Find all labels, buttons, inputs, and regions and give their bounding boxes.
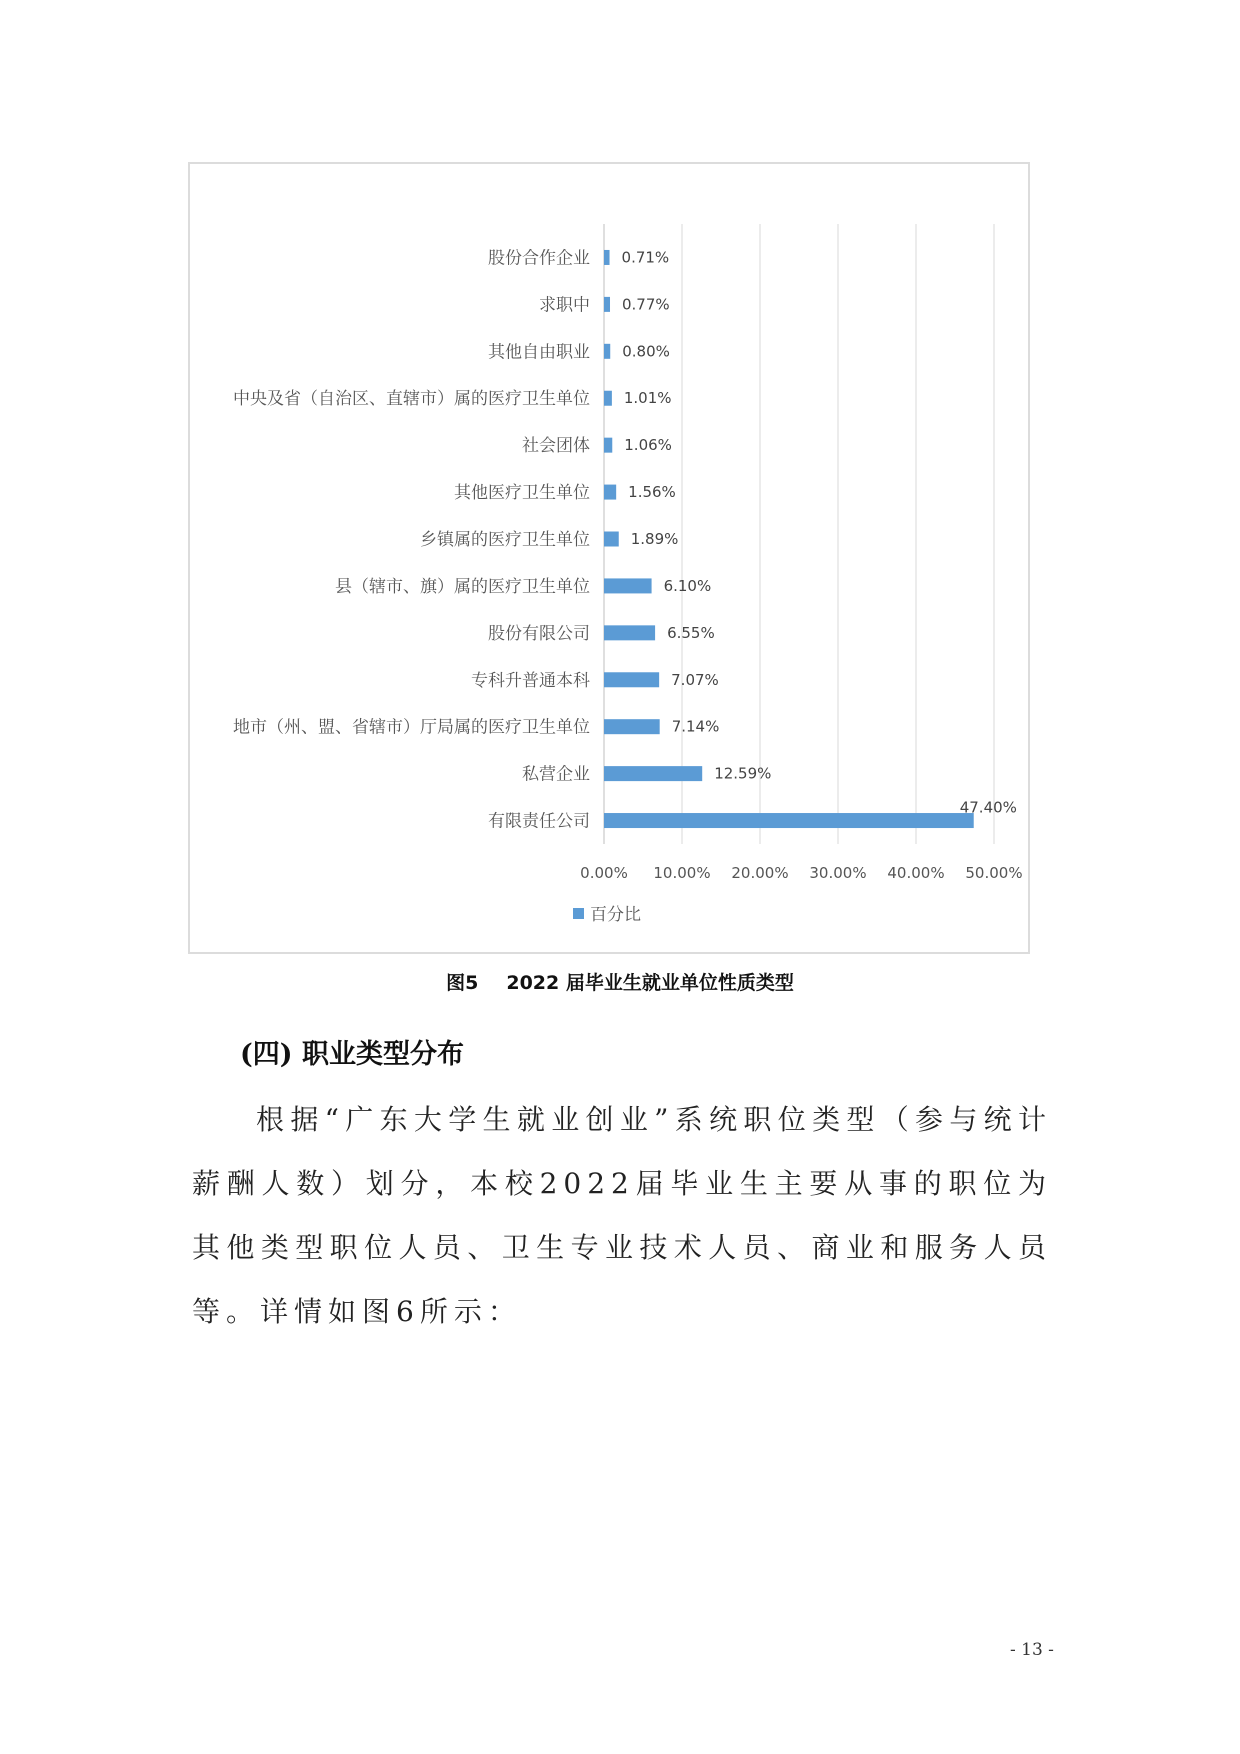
data-label: 1.06% <box>624 436 672 455</box>
category-label: 有限责任公司 <box>488 811 590 832</box>
x-tick-label: 0.00% <box>580 864 628 882</box>
x-tick-label: 40.00% <box>887 864 945 882</box>
category-label: 其他自由职业 <box>488 342 590 363</box>
data-label: 0.77% <box>622 295 670 314</box>
category-label: 社会团体 <box>522 436 590 457</box>
x-tick-label: 20.00% <box>731 864 789 882</box>
bar <box>604 250 610 265</box>
category-label: 股份合作企业 <box>488 248 590 269</box>
category-label: 中央及省（自治区、直辖市）属的医疗卫生单位 <box>233 389 590 410</box>
bar <box>604 532 619 547</box>
data-label: 6.55% <box>667 623 715 642</box>
bar <box>604 438 612 453</box>
chart-frame <box>188 162 1030 954</box>
body-paragraph: 根据“广东大学生就业创业”系统职位类型（参与统计薪酬人数）划分，本校2022届毕业生主要从事的职位为其他类型职位人员、卫生专业技术人员、商业和服务人员等。详情如图6所示： <box>192 1103 1052 1328</box>
category-label: 专科升普通本科 <box>471 670 590 691</box>
data-label: 47.40% <box>959 798 1017 817</box>
data-label: 12.59% <box>714 764 772 783</box>
x-tick-label: 50.00% <box>965 864 1023 882</box>
category-label: 股份有限公司 <box>488 623 590 644</box>
data-label: 1.01% <box>623 389 672 408</box>
data-label: 1.89% <box>630 530 679 548</box>
section-heading: (四) 职业类型分布 <box>240 1039 464 1070</box>
figure-number: 图5 <box>446 972 479 994</box>
data-label: 0.80% <box>622 342 670 361</box>
data-label: 7.07% <box>671 670 719 689</box>
category-label: 乡镇属的医疗卫生单位 <box>420 530 590 550</box>
bar <box>604 719 660 734</box>
legend-swatch <box>573 908 584 919</box>
figure-caption <box>0 968 1240 995</box>
bar <box>604 485 616 500</box>
bar-chart <box>190 164 1028 952</box>
category-label: 求职中 <box>539 295 590 316</box>
bar <box>604 813 974 828</box>
bar <box>604 672 659 687</box>
bar <box>604 344 610 359</box>
category-label: 其他医疗卫生单位 <box>454 483 590 504</box>
bar <box>604 578 652 593</box>
bar <box>604 766 702 781</box>
page-number: - 13 - <box>1010 1640 1054 1660</box>
x-tick-label: 30.00% <box>809 864 867 882</box>
data-label: 1.56% <box>628 483 676 502</box>
data-label: 7.14% <box>671 717 720 736</box>
data-label: 6.10% <box>663 576 712 595</box>
category-label: 县（辖市、旗）属的医疗卫生单位 <box>335 576 590 597</box>
bar <box>604 391 612 406</box>
category-label: 地市（州、盟、省辖市）厅局属的医疗卫生单位 <box>233 717 590 738</box>
data-label: 0.71% <box>621 248 670 267</box>
bar <box>604 625 655 640</box>
legend-label: 百分比 <box>590 905 641 925</box>
bar <box>604 297 610 312</box>
x-tick-label: 10.00% <box>653 864 711 882</box>
category-label: 私营企业 <box>522 764 590 785</box>
figure-title: 2022 届毕业生就业单位性质类型 <box>506 972 794 994</box>
